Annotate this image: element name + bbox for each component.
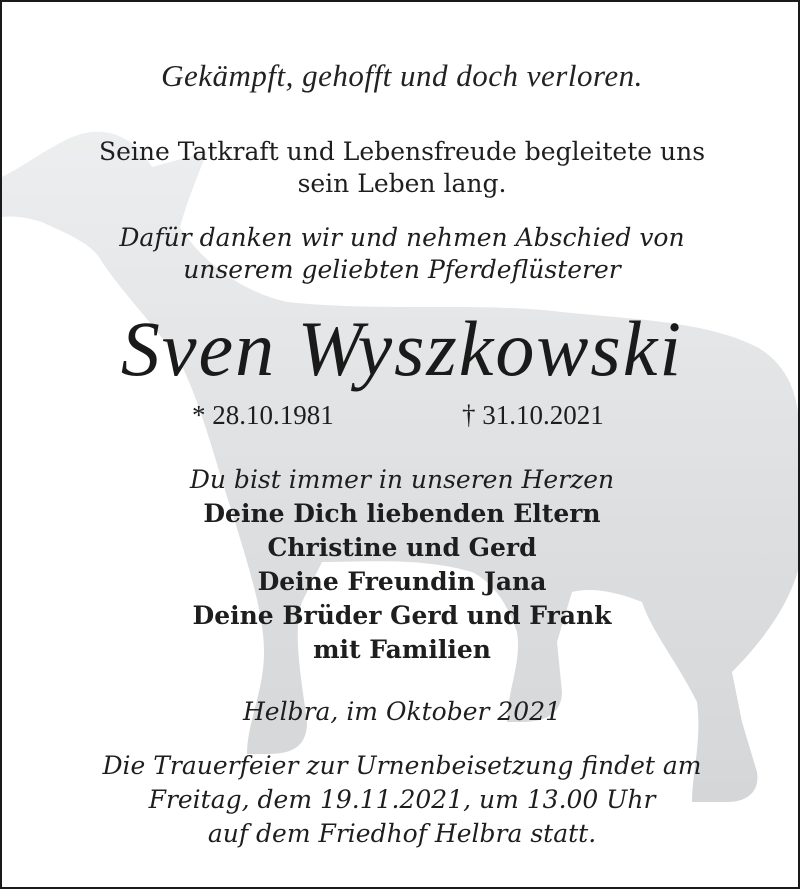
ceremony-line-2: Freitag, dem 19.11.2021, um 13.00 Uhr bbox=[148, 785, 656, 814]
ceremony-line-1: Die Trauerfeier zur Urnenbeisetzung findet am bbox=[102, 751, 702, 780]
heart-line: Du bist immer in unseren Herzen bbox=[189, 465, 615, 494]
death-date: † 31.10.2021 bbox=[462, 400, 604, 430]
mourner-line-3: Deine Freundin Jana bbox=[257, 567, 547, 596]
farewell-line-2: unserem geliebten Pferdeflüsterer bbox=[183, 255, 621, 284]
tribute-line-2: sein Leben lang. bbox=[297, 169, 507, 198]
tribute-line-1: Seine Tatkraft und Lebensfreude begleitete uns bbox=[98, 137, 706, 166]
mourner-line-1: Deine Dich liebenden Eltern bbox=[203, 499, 601, 528]
ceremony-line-3: auf dem Friedhof Helbra statt. bbox=[207, 819, 597, 848]
mourner-line-2: Christine und Gerd bbox=[267, 533, 537, 562]
motto: Gekämpft, gehofft und doch verloren. bbox=[161, 58, 643, 93]
birth-date: * 28.10.1981 bbox=[192, 400, 334, 430]
place-date: Helbra, im Oktober 2021 bbox=[242, 697, 562, 726]
mourner-line-5: mit Familien bbox=[313, 635, 491, 664]
mourner-line-4: Deine Brüder Gerd und Frank bbox=[192, 601, 612, 630]
farewell-line-1: Dafür danken wir und nehmen Abschied von bbox=[119, 223, 685, 252]
deceased-name: Sven Wyszkowski bbox=[120, 305, 684, 392]
